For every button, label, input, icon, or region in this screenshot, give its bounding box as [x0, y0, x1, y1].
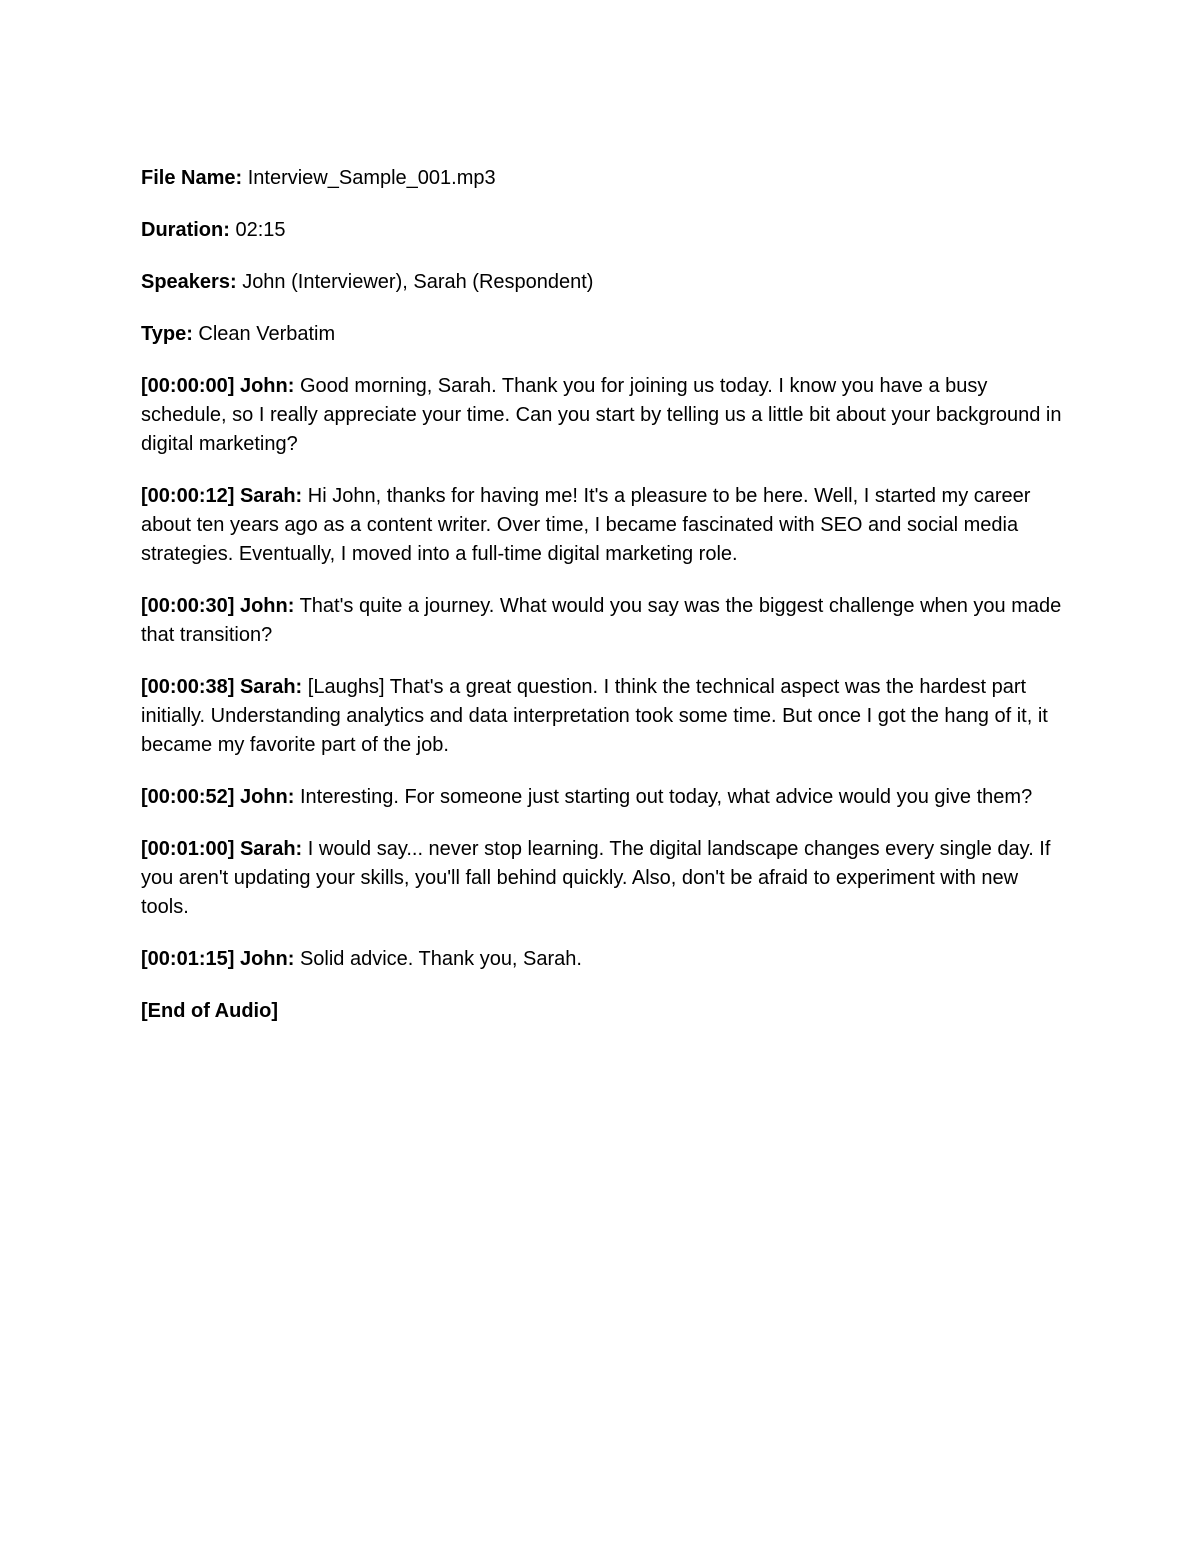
type-line	[141, 320, 1066, 349]
meta-label: File Name:	[141, 167, 243, 189]
timestamp: [00:00:12]	[141, 485, 235, 507]
timestamp: [00:00:38]	[141, 676, 235, 698]
timestamp: [00:00:00]	[141, 375, 235, 397]
speaker-name: John:	[239, 375, 295, 397]
utterance-text: Interesting. For someone just starting out today, what advice would you give them?	[299, 786, 1033, 808]
meta-value: Interview_Sample_001.mp3	[247, 167, 496, 189]
timestamp: [00:00:52]	[141, 786, 235, 808]
transcript-entry	[141, 783, 1066, 812]
speaker-name: John:	[239, 595, 295, 617]
meta-label: Speakers:	[141, 271, 237, 293]
utterance-text: Hi John, thanks for having me! It's a pleasure to be here. Well, I started my career about ten years ago as a content writer. Over time, I became fascinated with SEO and social media strategies. Eventually, I moved into a full-time digital marketing role.	[141, 485, 1031, 565]
meta-value: 02:15	[235, 219, 286, 241]
utterance-text: [Laughs] That's a great question. I think the technical aspect was the hardest part initially. Understanding analytics and data interpretation took some time. But once I got the hang of it, it became my favorite part of the job.	[141, 676, 1048, 756]
end-of-audio-marker: [End of Audio]	[141, 1000, 278, 1022]
meta-label: Type:	[141, 323, 193, 345]
utterance-text: That's quite a journey. What would you say was the biggest challenge when you made that transition?	[141, 595, 1062, 646]
transcript-entry	[141, 945, 1066, 974]
speaker-name: Sarah:	[239, 676, 303, 698]
meta-label: Duration:	[141, 219, 230, 241]
utterance-text: Good morning, Sarah. Thank you for joining us today. I know you have a busy schedule, so I really appreciate your time. Can you start by telling us a little bit about your background in digital marketing?	[141, 375, 1062, 455]
transcript-entry	[141, 372, 1066, 459]
speaker-name: Sarah:	[239, 485, 303, 507]
utterance-text: I would say... never stop learning. The digital landscape changes every single day. If you aren't updating your skills, you'll fall behind quickly. Also, don't be afraid to experiment with new tools.	[141, 838, 1051, 918]
timestamp: [00:01:00]	[141, 838, 235, 860]
file-name-line	[141, 164, 1066, 193]
speaker-name: Sarah:	[239, 838, 303, 860]
timestamp: [00:01:15]	[141, 948, 235, 970]
speaker-name: John:	[239, 786, 295, 808]
utterance-text: Solid advice. Thank you, Sarah.	[299, 948, 582, 970]
speaker-name: John:	[239, 948, 295, 970]
speakers-line	[141, 268, 1066, 297]
duration-line	[141, 216, 1066, 245]
transcript-page	[141, 164, 1066, 1026]
transcript-entry	[141, 482, 1066, 569]
transcript-entry	[141, 592, 1066, 650]
meta-value: Clean Verbatim	[198, 323, 336, 345]
timestamp: [00:00:30]	[141, 595, 235, 617]
meta-value: John (Interviewer), Sarah (Respondent)	[242, 271, 594, 293]
transcript-entry	[141, 835, 1066, 922]
transcript-entry	[141, 673, 1066, 760]
